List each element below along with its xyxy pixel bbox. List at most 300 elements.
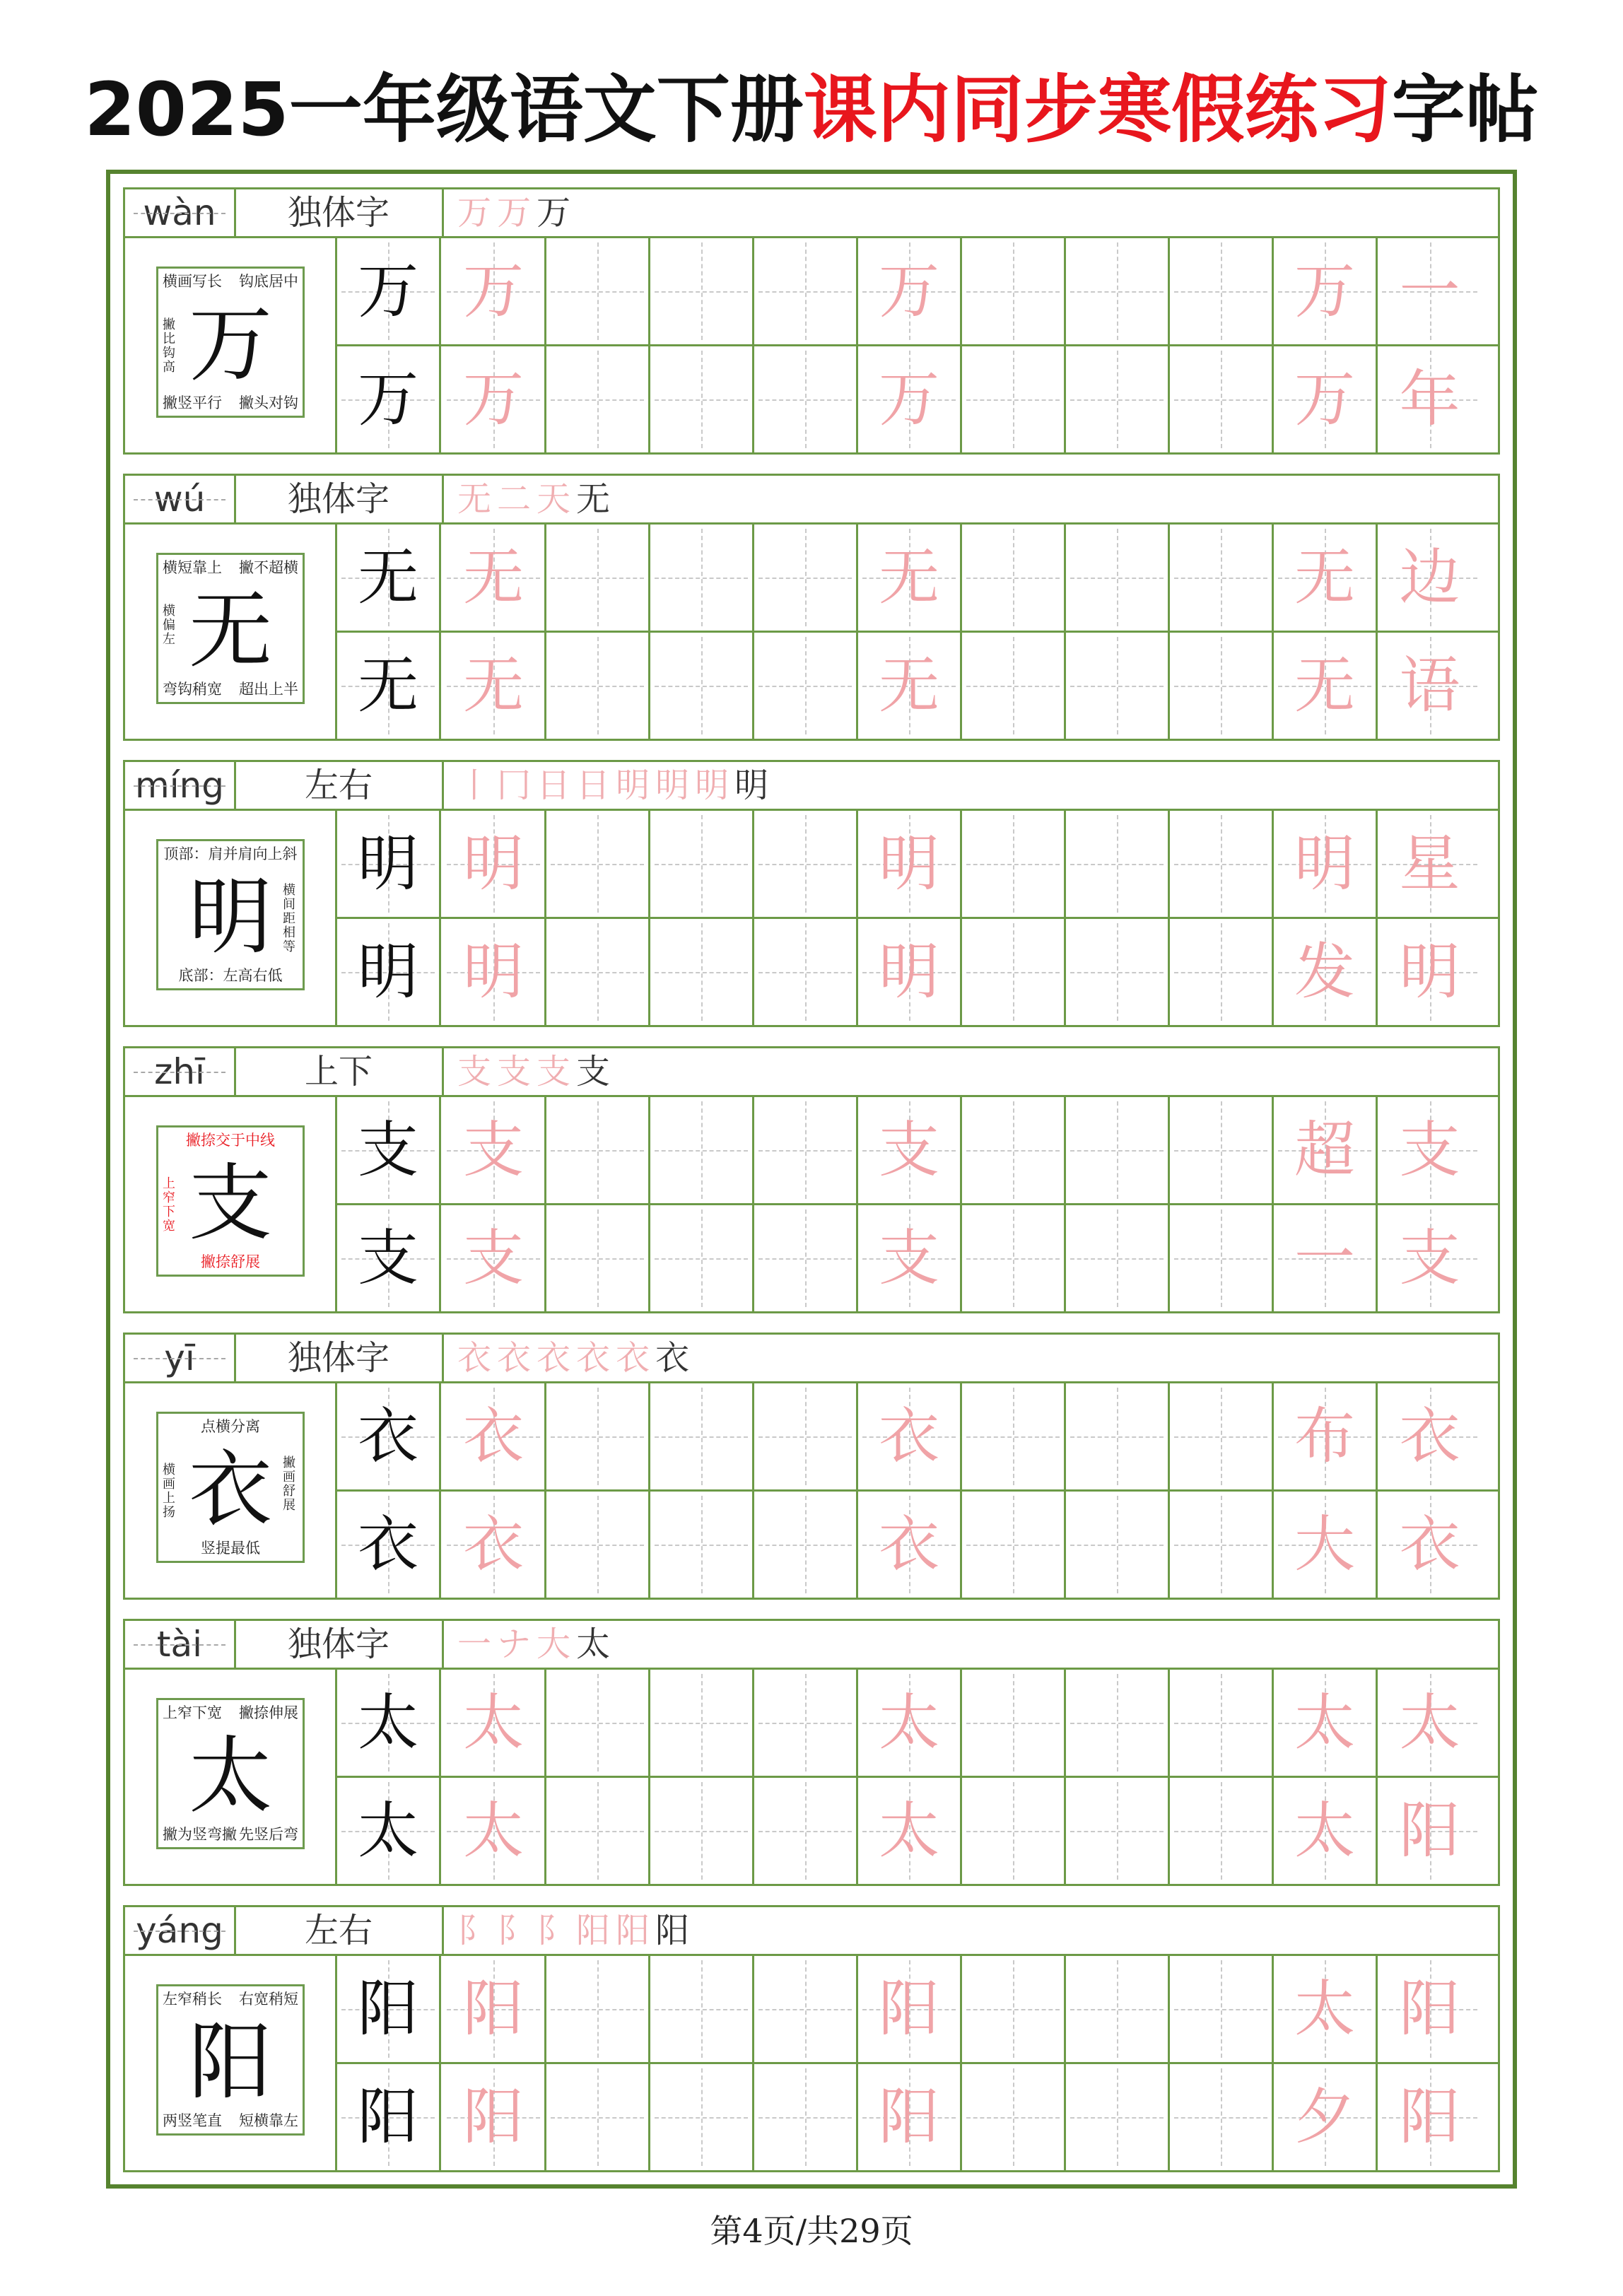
blank-cell[interactable] [1170,1205,1274,1311]
tip-text: 顶部：肩并肩向上斜 [163,845,298,862]
page-title [0,60,1623,159]
blank-cell[interactable] [754,525,858,631]
trace-cell [858,919,962,1025]
practice-row [337,1956,1500,2064]
block-grid [123,1097,1500,1313]
stroke-step: 日 [537,766,577,805]
practice-row [337,2064,1500,2170]
stroke-step: 万 [537,193,577,233]
trace-cell [858,1205,962,1311]
stroke-step: 明 [734,766,775,805]
cell-character: 衣 [1399,1509,1460,1580]
blank-cell[interactable] [650,1670,754,1776]
cell-character: 支 [463,1223,524,1294]
stroke-order [457,1335,695,1381]
example-cell [337,525,441,631]
tip-text: 横偏左 [163,604,175,647]
block-grid [123,1383,1500,1600]
block-grid [123,1956,1500,2172]
pinyin-label: míng [125,762,234,809]
blank-cell[interactable] [754,811,858,917]
tip-text: 短横靠左 [239,2112,298,2129]
model-character: 衣 [188,1441,272,1538]
stroke-step: 无 [576,479,616,519]
trace-cell [1274,346,1378,452]
blank-cell[interactable] [1170,1492,1274,1598]
blank-cell[interactable] [1066,238,1170,344]
char-block-5 [123,1619,1500,1886]
blank-cell[interactable] [546,1097,650,1203]
char-block-2 [123,760,1500,1027]
blank-cell[interactable] [754,1670,858,1776]
blank-cell[interactable] [1066,1778,1170,1884]
block-header [123,474,1500,525]
blank-cell[interactable] [650,919,754,1025]
blank-cell[interactable] [962,2064,1066,2170]
cell-character: 无 [1294,650,1355,721]
cell-character: 阳 [463,1974,524,2044]
tip-text: 横画写长 [163,273,222,290]
trace-cell [443,525,546,631]
cell-character: 万 [463,364,524,435]
blank-cell[interactable] [1066,2064,1170,2170]
blank-cell[interactable] [546,1383,650,1489]
blank-cell[interactable] [546,346,650,452]
stroke-step: 明 [695,766,735,805]
tip-text: 竖提最低 [201,1540,260,1557]
blank-cell[interactable] [1170,1670,1274,1776]
blank-cell[interactable] [650,1778,754,1884]
cell-character: 一 [1294,1223,1355,1294]
tip-text: 两竖笔直 [163,2112,222,2129]
cell-character: 无 [358,542,418,613]
stroke-step: 支 [537,1052,577,1091]
blank-cell[interactable] [546,1778,650,1884]
model-character: 万 [188,295,272,393]
trace-cell [858,238,962,344]
practice-row [337,1097,1500,1205]
writing-tip-box [156,266,305,418]
stroke-order [457,1621,616,1668]
tip-text: 撇为竖弯撇 [163,1826,237,1843]
blank-cell[interactable] [650,1492,754,1598]
example-cell [337,919,441,1025]
cell-character: 支 [463,1115,524,1185]
trace-cell [1274,633,1378,739]
tip-cell [125,811,337,1025]
stroke-step: 衣 [497,1338,537,1378]
cell-character: 支 [358,1223,418,1294]
cell-character: 万 [463,256,524,327]
cell-character: 万 [879,256,939,327]
tip-text: 撇捺交于中线 [186,1132,275,1149]
trace-cell [1378,238,1482,344]
cell-character: 支 [1399,1115,1460,1185]
example-cell [337,1670,441,1776]
structure-label: 左右 [304,766,373,805]
trace-cell [858,1097,962,1203]
blank-cell[interactable] [754,1778,858,1884]
divider [442,1907,444,1954]
model-character: 支 [188,1154,272,1252]
cell-character: 太 [1399,1687,1460,1758]
blank-cell[interactable] [754,238,858,344]
practice-row [337,633,1500,739]
blank-cell[interactable] [962,811,1066,917]
writing-tip-box [156,1984,305,2136]
trace-cell [1274,1492,1378,1598]
model-character: 太 [188,1727,272,1824]
divider [442,1621,444,1668]
cell-character: 星 [1399,828,1460,899]
blank-cell[interactable] [754,633,858,739]
trace-cell [1378,811,1482,917]
blank-cell[interactable] [1170,525,1274,631]
trace-cell [443,1956,546,2062]
cell-character: 太 [463,1796,524,1866]
example-cell [337,1778,441,1884]
title-part-2: 课内同步寒假练习 [803,66,1392,153]
blank-cell[interactable] [1170,1956,1274,2062]
blank-cell[interactable] [962,1778,1066,1884]
blank-cell[interactable] [1066,919,1170,1025]
block-header [123,1046,1500,1097]
divider [234,1621,236,1668]
cell-character: 太 [1294,1796,1355,1866]
block-header [123,1332,1500,1383]
cell-character: 支 [358,1115,418,1185]
practice-row [337,919,1500,1025]
blank-cell[interactable] [650,238,754,344]
blank-cell[interactable] [962,238,1066,344]
cell-character: 阳 [358,1974,418,2044]
tip-text: 右宽稍短 [239,1991,298,2008]
title-part-3: 字帖 [1391,66,1539,153]
blank-cell[interactable] [1066,811,1170,917]
divider [442,189,444,236]
tip-text: 横短靠上 [163,559,222,576]
trace-cell [443,1778,546,1884]
cell-character: 无 [879,542,939,613]
blank-cell[interactable] [1170,633,1274,739]
cell-character: 万 [1294,256,1355,327]
blank-cell[interactable] [962,919,1066,1025]
trace-cell [858,1492,962,1598]
trace-cell [443,811,546,917]
cell-character: 万 [1294,364,1355,435]
blank-cell[interactable] [650,811,754,917]
example-cell [337,1205,441,1311]
trace-cell [1274,525,1378,631]
blank-cell[interactable] [546,2064,650,2170]
blank-cell[interactable] [1066,633,1170,739]
blank-cell[interactable] [546,1492,650,1598]
blank-cell[interactable] [754,1492,858,1598]
writing-tip-box [156,839,305,990]
stroke-step: 衣 [616,1338,656,1378]
structure-label: 左右 [304,1911,373,1950]
tip-text: 撇不超横 [239,559,298,576]
blank-cell[interactable] [1066,1956,1170,2062]
writing-tip-box [156,553,305,704]
blank-cell[interactable] [546,1205,650,1311]
stroke-order [457,476,616,522]
blank-cell[interactable] [1066,1205,1170,1311]
divider [234,1907,236,1954]
blank-cell[interactable] [754,1956,858,2062]
trace-cell [1274,1956,1378,2062]
trace-cell [1378,1383,1482,1489]
practice-row [337,1778,1500,1884]
divider [442,1335,444,1381]
blank-cell[interactable] [962,525,1066,631]
blank-cell[interactable] [1170,1778,1274,1884]
blank-cell[interactable] [962,1205,1066,1311]
page-footer: 第4页/共29页 [710,2212,913,2250]
stroke-step: 衣 [537,1338,577,1378]
blank-cell[interactable] [1066,1492,1170,1598]
tip-text: 超出上半 [239,681,298,698]
blank-cell[interactable] [962,1670,1066,1776]
cell-character: 无 [463,542,524,613]
tip-text: 撇画舒展 [283,1456,295,1513]
tip-cell [125,238,337,452]
blank-cell[interactable] [962,633,1066,739]
trace-cell [443,919,546,1025]
block-header [123,187,1500,238]
blank-cell[interactable] [1066,346,1170,452]
trace-cell [443,1097,546,1203]
stroke-step: 阝 [497,1911,537,1950]
trace-cell [443,238,546,344]
trace-cell [1378,2064,1482,2170]
cell-character: 明 [1294,828,1355,899]
stroke-step: 阳 [576,1911,616,1950]
blank-cell[interactable] [546,919,650,1025]
stroke-order [457,189,576,236]
cell-character: 支 [879,1115,939,1185]
example-cell [337,1492,441,1598]
structure-label: 独体字 [287,1624,389,1664]
cell-character: 衣 [463,1509,524,1580]
blank-cell[interactable] [1170,238,1274,344]
trace-cell [1274,1205,1378,1311]
blank-cell[interactable] [650,346,754,452]
stroke-step: ナ [497,1624,537,1664]
blank-cell[interactable] [1066,1383,1170,1489]
cell-character: 明 [879,937,939,1007]
writing-tip-box [156,1698,305,1849]
blank-cell[interactable] [754,1205,858,1311]
cell-character: 衣 [879,1509,939,1580]
practice-row [337,1670,1500,1778]
stroke-step: 天 [537,479,577,519]
blank-cell[interactable] [546,1670,650,1776]
blank-cell[interactable] [1066,1097,1170,1203]
tip-text: 上窄下宽 [163,1704,222,1721]
model-character: 明 [188,868,272,966]
stroke-order [457,762,774,809]
blank-cell[interactable] [546,1956,650,2062]
stroke-step: 日 [576,766,616,805]
blank-cell[interactable] [1170,2064,1274,2170]
blank-cell[interactable] [650,1205,754,1311]
trace-cell [858,1778,962,1884]
divider [234,762,236,809]
divider [234,1048,236,1095]
cell-character: 年 [1399,364,1460,435]
trace-cell [1274,238,1378,344]
cell-character: 万 [879,364,939,435]
trace-cell [1378,1097,1482,1203]
blank-cell[interactable] [650,1956,754,2062]
practice-row [337,238,1500,346]
trace-cell [858,2064,962,2170]
tip-cell [125,1097,337,1311]
blank-cell[interactable] [1170,1383,1274,1489]
cell-character: 衣 [463,1401,524,1472]
cell-character: 明 [358,828,418,899]
blank-cell[interactable] [546,811,650,917]
cell-character: 太 [358,1687,418,1758]
blank-cell[interactable] [754,346,858,452]
trace-cell [1378,1492,1482,1598]
blank-cell[interactable] [1170,919,1274,1025]
tip-text: 撇竖平行 [163,394,222,411]
trace-cell [1274,919,1378,1025]
char-block-4 [123,1332,1500,1600]
trace-cell [858,1956,962,2062]
cell-character: 衣 [879,1401,939,1472]
blank-cell[interactable] [650,525,754,631]
tip-text: 撇捺伸展 [239,1704,298,1721]
stroke-step: 支 [497,1052,537,1091]
cell-character: 阳 [1399,1796,1460,1866]
blank-cell[interactable] [650,2064,754,2170]
trace-cell [858,811,962,917]
cell-character: 语 [1399,650,1460,721]
trace-cell [858,1670,962,1776]
blank-cell[interactable] [650,1383,754,1489]
trace-cell [1378,525,1482,631]
trace-cell [858,633,962,739]
stroke-step: 阳 [616,1911,656,1950]
blank-cell[interactable] [546,633,650,739]
blank-cell[interactable] [1170,346,1274,452]
cell-character: 无 [879,650,939,721]
stroke-step: 衣 [457,1338,498,1378]
blank-cell[interactable] [650,1097,754,1203]
blank-cell[interactable] [754,919,858,1025]
trace-cell [1274,2064,1378,2170]
stroke-step: 无 [457,479,498,519]
stroke-step: 太 [576,1624,616,1664]
cell-character: 衣 [358,1509,418,1580]
tip-text: 横间距相等 [283,883,295,954]
stroke-step: 衣 [655,1338,696,1378]
cell-character: 太 [1294,1974,1355,2044]
trace-cell [443,1205,546,1311]
blank-cell[interactable] [962,1956,1066,2062]
tip-text: 点横分离 [201,1418,260,1435]
stroke-step: 支 [457,1052,498,1091]
cell-character: 明 [358,937,418,1007]
trace-cell [1274,1670,1378,1776]
trace-cell [443,2064,546,2170]
blank-cell[interactable] [1170,1097,1274,1203]
trace-cell [443,1383,546,1489]
blank-cell[interactable] [962,1383,1066,1489]
stroke-step: 明 [655,766,696,805]
stroke-step: 衣 [576,1338,616,1378]
structure-label: 独体字 [287,1338,389,1378]
blank-cell[interactable] [546,525,650,631]
blank-cell[interactable] [754,1383,858,1489]
tip-cell [125,1383,337,1598]
divider [234,189,236,236]
stroke-step: 支 [576,1052,616,1091]
blank-cell[interactable] [754,1097,858,1203]
divider [234,1335,236,1381]
cell-character: 衣 [358,1401,418,1472]
stroke-step: 丨 [457,766,498,805]
blank-cell[interactable] [962,1097,1066,1203]
tip-text: 上窄下宽 [163,1176,175,1234]
trace-cell [1378,1956,1482,2062]
pinyin-label: yáng [125,1907,234,1954]
pinyin-label: zhī [125,1048,234,1095]
cell-character: 太 [879,1796,939,1866]
divider [234,476,236,522]
stroke-step: 一 [457,1624,498,1664]
blank-cell[interactable] [1066,525,1170,631]
pinyin-label: wú [125,476,234,522]
stroke-step: 万 [497,193,537,233]
example-cell [337,238,441,344]
stroke-step: 阝 [537,1911,577,1950]
tip-text: 先竖后弯 [239,1826,298,1843]
blank-cell[interactable] [962,346,1066,452]
example-cell [337,811,441,917]
trace-cell [1274,1383,1378,1489]
stroke-step: 冂 [497,766,537,805]
tip-text: 弯钩稍宽 [163,681,222,698]
cell-character: 太 [879,1687,939,1758]
cell-character: 夕 [1294,2082,1355,2152]
trace-cell [443,633,546,739]
cell-character: 大 [1294,1509,1355,1580]
stroke-step: 万 [457,193,498,233]
example-cell [337,633,441,739]
example-cell [337,1383,441,1489]
blank-cell[interactable] [1170,811,1274,917]
stroke-step: 明 [616,766,656,805]
blank-cell[interactable] [962,1492,1066,1598]
cell-character: 万 [358,256,418,327]
blank-cell[interactable] [1066,1670,1170,1776]
cell-character: 边 [1399,542,1460,613]
char-block-1 [123,474,1500,741]
blank-cell[interactable] [754,2064,858,2170]
block-header [123,1905,1500,1956]
blank-cell[interactable] [650,633,754,739]
tip-text: 底部：左高右低 [178,967,283,984]
blank-cell[interactable] [546,238,650,344]
block-grid [123,1670,1500,1886]
cell-character: 一 [1399,256,1460,327]
practice-row [337,346,1500,452]
cell-character: 阳 [463,2082,524,2152]
